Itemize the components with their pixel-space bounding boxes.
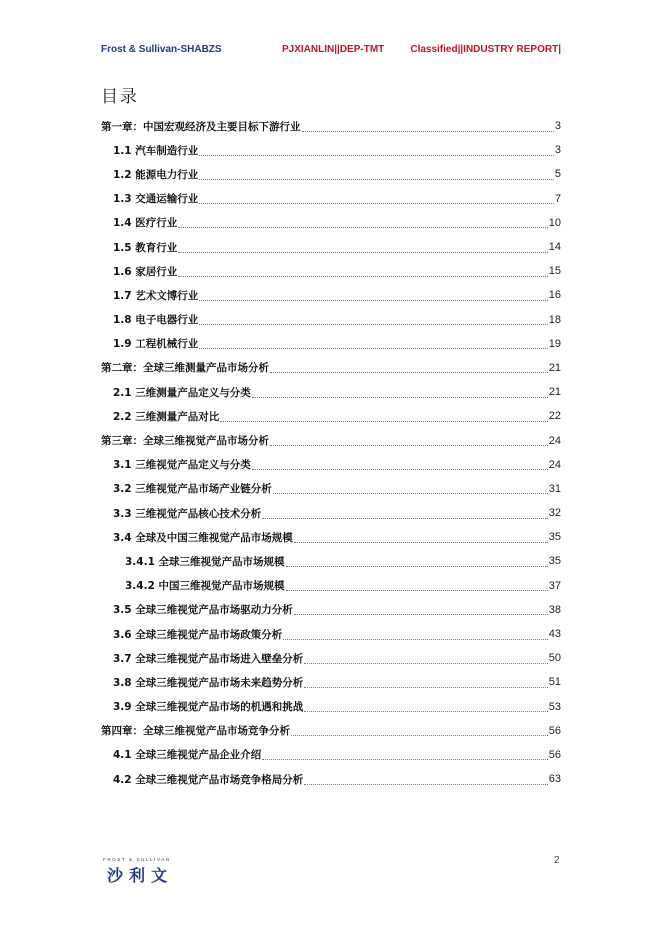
toc-entry[interactable] xyxy=(101,138,561,162)
toc-entry-page: 16 xyxy=(548,289,561,302)
toc-entry-label: 1.6 家居行业 xyxy=(113,265,178,278)
toc-entry-page: 5 xyxy=(554,168,561,181)
toc-entry[interactable] xyxy=(101,162,561,186)
toc-dot-leader xyxy=(270,437,548,446)
toc-dot-leader xyxy=(199,292,547,301)
toc-entry-page: 10 xyxy=(548,216,561,229)
toc-dot-leader xyxy=(302,123,554,132)
toc-dot-leader xyxy=(304,655,547,664)
page-header xyxy=(101,44,561,60)
toc-dot-leader xyxy=(270,364,548,373)
toc-entry-page: 3 xyxy=(554,120,561,133)
toc-entry[interactable] xyxy=(101,404,561,428)
page-number: 2 xyxy=(554,855,560,866)
toc-dot-leader xyxy=(291,727,548,736)
toc-entry-label: 3.4.1 全球三维视觉产品市场规模 xyxy=(125,555,285,568)
toc-entry-label: 1.9 工程机械行业 xyxy=(113,338,199,351)
toc-dot-leader xyxy=(273,485,548,494)
toc-entry-page: 19 xyxy=(548,337,561,350)
toc-entry-page: 37 xyxy=(548,579,561,592)
toc-dot-leader xyxy=(178,219,547,228)
toc-entry-label: 1.3 交通运输行业 xyxy=(113,193,199,206)
toc-entry-page: 38 xyxy=(548,603,561,616)
toc-dot-leader xyxy=(178,268,547,277)
header-classification: Classified||INDUSTRY REPORT| xyxy=(410,44,561,55)
toc-entry-page: 18 xyxy=(548,313,561,326)
toc-dot-leader xyxy=(220,413,547,422)
toc-entry[interactable] xyxy=(101,211,561,235)
toc-entry-page: 24 xyxy=(548,458,561,471)
toc-entry[interactable] xyxy=(101,549,561,573)
toc-entry-label: 第三章：全球三维视觉产品市场分析 xyxy=(101,435,269,448)
toc-entry-label: 3.7 全球三维视觉产品市场进入壁垒分析 xyxy=(113,652,304,665)
toc-entry[interactable] xyxy=(101,574,561,598)
toc-entry[interactable] xyxy=(101,187,561,211)
toc-entry-page: 43 xyxy=(548,628,561,641)
toc-entry-page: 31 xyxy=(548,482,561,495)
toc-entry-page: 15 xyxy=(548,265,561,278)
toc-entry-label: 1.4 医疗行业 xyxy=(113,217,178,230)
toc-entry-label: 1.8 电子电器行业 xyxy=(113,314,199,327)
toc-entry[interactable] xyxy=(101,477,561,501)
toc-entry-page: 14 xyxy=(548,241,561,254)
toc-dot-leader xyxy=(199,195,554,204)
toc-entry[interactable] xyxy=(101,719,561,743)
toc-entry-label: 1.5 教育行业 xyxy=(113,241,178,254)
toc-entry-label: 3.4 全球及中国三维视觉产品市场规模 xyxy=(113,531,293,544)
logo-text: 沙利文 xyxy=(107,866,174,885)
header-company: Frost & Sullivan-SHABZS xyxy=(101,44,222,55)
toc-entry-page: 21 xyxy=(548,386,561,399)
toc-entry[interactable] xyxy=(101,380,561,404)
toc-entry-page: 56 xyxy=(548,724,561,737)
toc-dot-leader xyxy=(252,461,548,470)
toc-entry[interactable] xyxy=(101,525,561,549)
toc-entry-page: 22 xyxy=(548,410,561,423)
toc-entry-page: 35 xyxy=(548,531,561,544)
toc-dot-leader xyxy=(252,389,548,398)
logo-subtext: FROST & SULLIVAN xyxy=(103,857,171,862)
toc-dot-leader xyxy=(199,316,547,325)
toc-entry-page: 21 xyxy=(548,361,561,374)
toc-entry-page: 63 xyxy=(548,773,561,786)
toc-entry-page: 7 xyxy=(554,192,561,205)
toc-entry-label: 3.4.2 中国三维视觉产品市场规模 xyxy=(125,580,285,593)
toc-dot-leader xyxy=(286,558,548,567)
toc-entry[interactable] xyxy=(101,332,561,356)
toc-dot-leader xyxy=(304,703,547,712)
toc-entry[interactable] xyxy=(101,114,561,138)
toc-entry-page: 32 xyxy=(548,507,561,520)
toc-entry-label: 第二章：全球三维测量产品市场分析 xyxy=(101,362,269,375)
toc-entry-label: 3.5 全球三维视觉产品市场驱动力分析 xyxy=(113,604,293,617)
toc-entry-label: 3.8 全球三维视觉产品市场未来趋势分析 xyxy=(113,676,304,689)
toc-entry-page: 24 xyxy=(548,434,561,447)
toc-entry-label: 3.9 全球三维视觉产品市场的机遇和挑战 xyxy=(113,701,304,714)
toc-dot-leader xyxy=(178,244,547,253)
toc-title: 目录 xyxy=(101,87,139,107)
toc-dot-leader xyxy=(304,776,547,785)
toc-dot-leader xyxy=(294,606,548,615)
toc-entry[interactable] xyxy=(101,622,561,646)
toc-entry-label: 2.2 三维测量产品对比 xyxy=(113,410,220,423)
toc-entry-page: 35 xyxy=(548,555,561,568)
toc-entry-page: 56 xyxy=(548,748,561,761)
toc-entry-label: 4.1 全球三维视觉产品企业介绍 xyxy=(113,749,262,762)
toc-entry-label: 3.6 全球三维视觉产品市场政策分析 xyxy=(113,628,283,641)
toc-entry[interactable] xyxy=(101,283,561,307)
toc-dot-leader xyxy=(262,510,547,519)
toc-entry[interactable] xyxy=(101,428,561,452)
toc-entry-label: 1.1 汽车制造行业 xyxy=(113,144,199,157)
toc-entry[interactable] xyxy=(101,453,561,477)
toc-entry-label: 1.2 能源电力行业 xyxy=(113,168,199,181)
toc-entry-label: 3.3 三维视觉产品核心技术分析 xyxy=(113,507,262,520)
toc-dot-leader xyxy=(199,147,554,156)
toc-entry-page: 51 xyxy=(548,676,561,689)
toc-entry-label: 2.1 三维测量产品定义与分类 xyxy=(113,386,251,399)
toc-dot-leader xyxy=(286,582,548,591)
toc-entry-page: 3 xyxy=(554,144,561,157)
toc-entry-label: 第四章：全球三维视觉产品市场竞争分析 xyxy=(101,725,290,738)
toc-entry[interactable] xyxy=(101,356,561,380)
toc-entry-label: 1.7 艺术文博行业 xyxy=(113,289,199,302)
toc-dot-leader xyxy=(283,631,547,640)
toc-dot-leader xyxy=(199,171,554,180)
header-department: PJXIANLIN||DEP-TMT xyxy=(282,44,385,55)
toc-entry[interactable] xyxy=(101,308,561,332)
toc-entry-page: 50 xyxy=(548,652,561,665)
toc-entry[interactable] xyxy=(101,598,561,622)
toc-entry[interactable] xyxy=(101,743,561,767)
toc-entry-page: 53 xyxy=(548,700,561,713)
toc-dot-leader xyxy=(262,751,547,760)
toc-entry-label: 4.2 全球三维视觉产品市场竞争格局分析 xyxy=(113,773,304,786)
toc-dot-leader xyxy=(304,679,547,688)
toc-entry-label: 3.2 三维视觉产品市场产业链分析 xyxy=(113,483,272,496)
toc-entry[interactable] xyxy=(101,670,561,694)
toc-entry[interactable] xyxy=(101,235,561,259)
table-of-contents xyxy=(101,114,561,791)
toc-entry-label: 第一章：中国宏观经济及主要目标下游行业 xyxy=(101,120,301,133)
toc-entry[interactable] xyxy=(101,259,561,283)
toc-entry-label: 3.1 三维视觉产品定义与分类 xyxy=(113,459,251,472)
company-logo xyxy=(103,857,183,883)
toc-entry[interactable] xyxy=(101,767,561,791)
toc-entry[interactable] xyxy=(101,646,561,670)
toc-entry[interactable] xyxy=(101,695,561,719)
toc-entry[interactable] xyxy=(101,501,561,525)
toc-dot-leader xyxy=(199,340,547,349)
toc-dot-leader xyxy=(294,534,548,543)
